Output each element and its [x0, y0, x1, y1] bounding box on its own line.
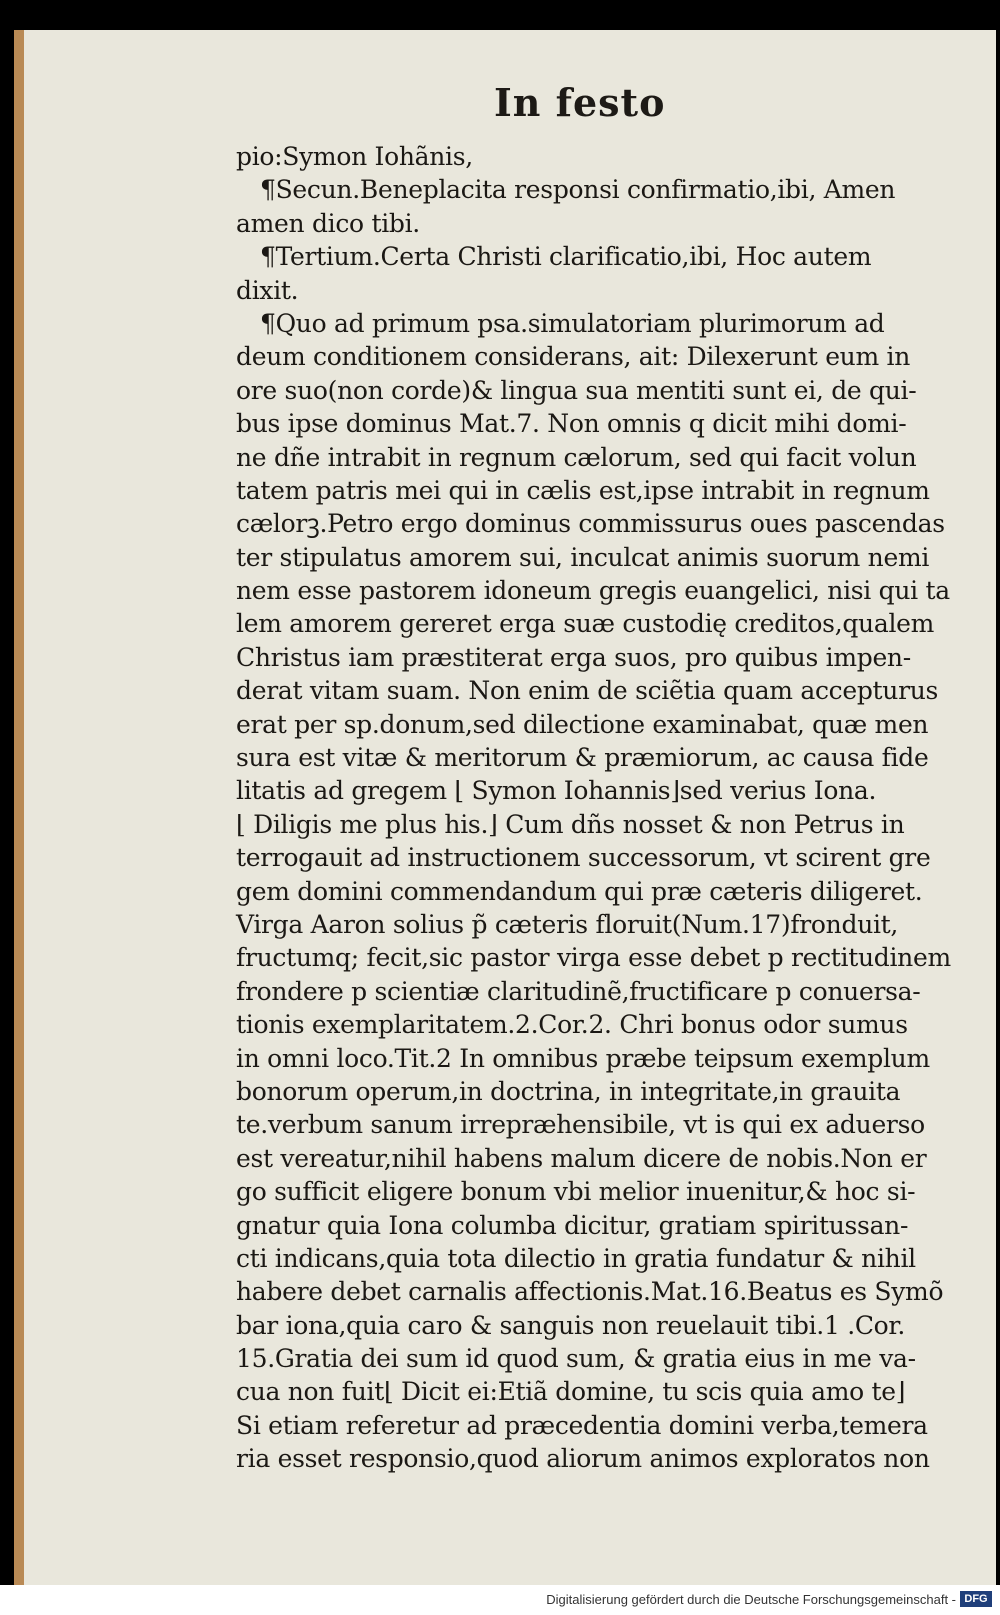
text-line: fructumq; fecit,sic pastor virga esse debet p rectitudinem [236, 943, 951, 973]
text-line: cælorꝫ.Petro ergo dominus commissurus oues pascendas [236, 509, 945, 539]
text-line: habere debet carnalis affectionis.Mat.16.Beatus es Symõ [236, 1277, 944, 1307]
text-line: tatem patris mei qui in cælis est,ipse intrabit in regnum [236, 475, 930, 505]
text-line: cua non fuit⌊ Dicit ei:Etiã domine, tu scis quia amo te⌋ [236, 1377, 906, 1407]
text-line: nem esse pastorem idoneum gregis euangelici, nisi qui ta [236, 576, 950, 606]
text-line: Si etiam referetur ad præcedentia domini verba,temera [236, 1410, 928, 1440]
text-line: erat per sp.donum,sed dilectione examinabat, quæ men [236, 709, 929, 739]
text-line: gnatur quia Iona columba dicitur, gratiam spiritussan- [236, 1210, 909, 1240]
text-line: ¶Tertium.Certa Christi clarificatio,ibi, Hoc autem [260, 242, 872, 272]
text-line: litatis ad gregem ⌊ Symon Iohannis⌋sed verius Iona. [236, 776, 877, 806]
text-line: ria esset responsio,quod aliorum animos exploratos non [236, 1444, 930, 1474]
text-line: Virga Aaron solius p̃ cæteris floruit(Num.17)fronduit, [236, 909, 899, 939]
text-line: derat vitam suam. Non enim de sciẽtia quam accepturus [236, 676, 939, 706]
text-line: ore suo(non corde)& lingua sua mentiti sunt ei, de qui- [236, 375, 917, 405]
text-line: bar iona,quia caro & sanguis non reuelauit tibi.1 .Cor. [236, 1310, 905, 1340]
book-page [14, 30, 996, 1585]
text-line: pio:Symon Iohãnis, [236, 142, 473, 171]
text-line: gem domini commendandum qui præ cæteris diligeret. [236, 876, 923, 906]
text-line: ⌊ Diligis me plus his.⌋ Cum dñs nosset & non Petrus in [236, 809, 905, 839]
text-line: cti indicans,quia tota dilectio in gratia fundatur & nihil [236, 1243, 916, 1273]
text-line: 15.Gratia dei sum id quod sum, & gratia eius in me va- [236, 1344, 916, 1374]
text-line: lem amorem gereret erga suæ custodię creditos,qualem [236, 609, 935, 639]
dfg-logo: DFG [960, 1591, 992, 1607]
text-line: terrogauit ad instructionem successorum, vt scirent gre [236, 843, 931, 873]
text-line: bonorum operum,in doctrina, in integritate,in grauita [236, 1076, 901, 1106]
running-head: In festo [494, 80, 666, 125]
text-line: te.verbum sanum irrepræhensibile, vt is qui ex aduerso [236, 1110, 925, 1140]
text-line: frondere p scientiæ claritudinẽ,fructificare p conuersa- [236, 976, 921, 1006]
text-line: Christus iam præstiterat erga suos, pro quibus impen- [236, 642, 911, 672]
footer-credit: Digitalisierung gefördert durch die Deutsche Forschungsgemeinschaft - [546, 1592, 956, 1607]
body-text [236, 140, 956, 1476]
text-line: deum conditionem considerans, ait: Dilexerunt eum in [236, 342, 911, 372]
footer-bar [0, 1585, 1000, 1615]
text-line: dixit. [236, 275, 299, 305]
text-line: ¶Secun.Beneplacita responsi confirmatio,ibi, Amen [260, 175, 896, 205]
text-line: amen dico tibi. [236, 208, 420, 238]
text-line: sura est vitæ & meritorum & præmiorum, ac causa fide [236, 743, 929, 773]
text-line: ter stipulatus amorem sui, inculcat animis suorum nemi [236, 542, 930, 572]
text-line: in omni loco.Tit.2 In omnibus præbe teipsum exemplum [236, 1043, 930, 1073]
text-line: ne dñe intrabit in regnum cælorum, sed qui facit volun [236, 442, 917, 472]
text-line: ¶Quo ad primum psa.simulatoriam plurimorum ad [260, 308, 885, 338]
text-line: bus ipse dominus Mat.7. Non omnis q dicit mihi domi- [236, 409, 907, 439]
text-line: tionis exemplaritatem.2.Cor.2. Chri bonus odor sumus [236, 1010, 908, 1040]
text-line: est vereatur,nihil habens malum dicere de nobis.Non er [236, 1143, 927, 1173]
text-line: go sufficit eligere bonum vbi melior inuenitur,& hoc si- [236, 1177, 916, 1207]
